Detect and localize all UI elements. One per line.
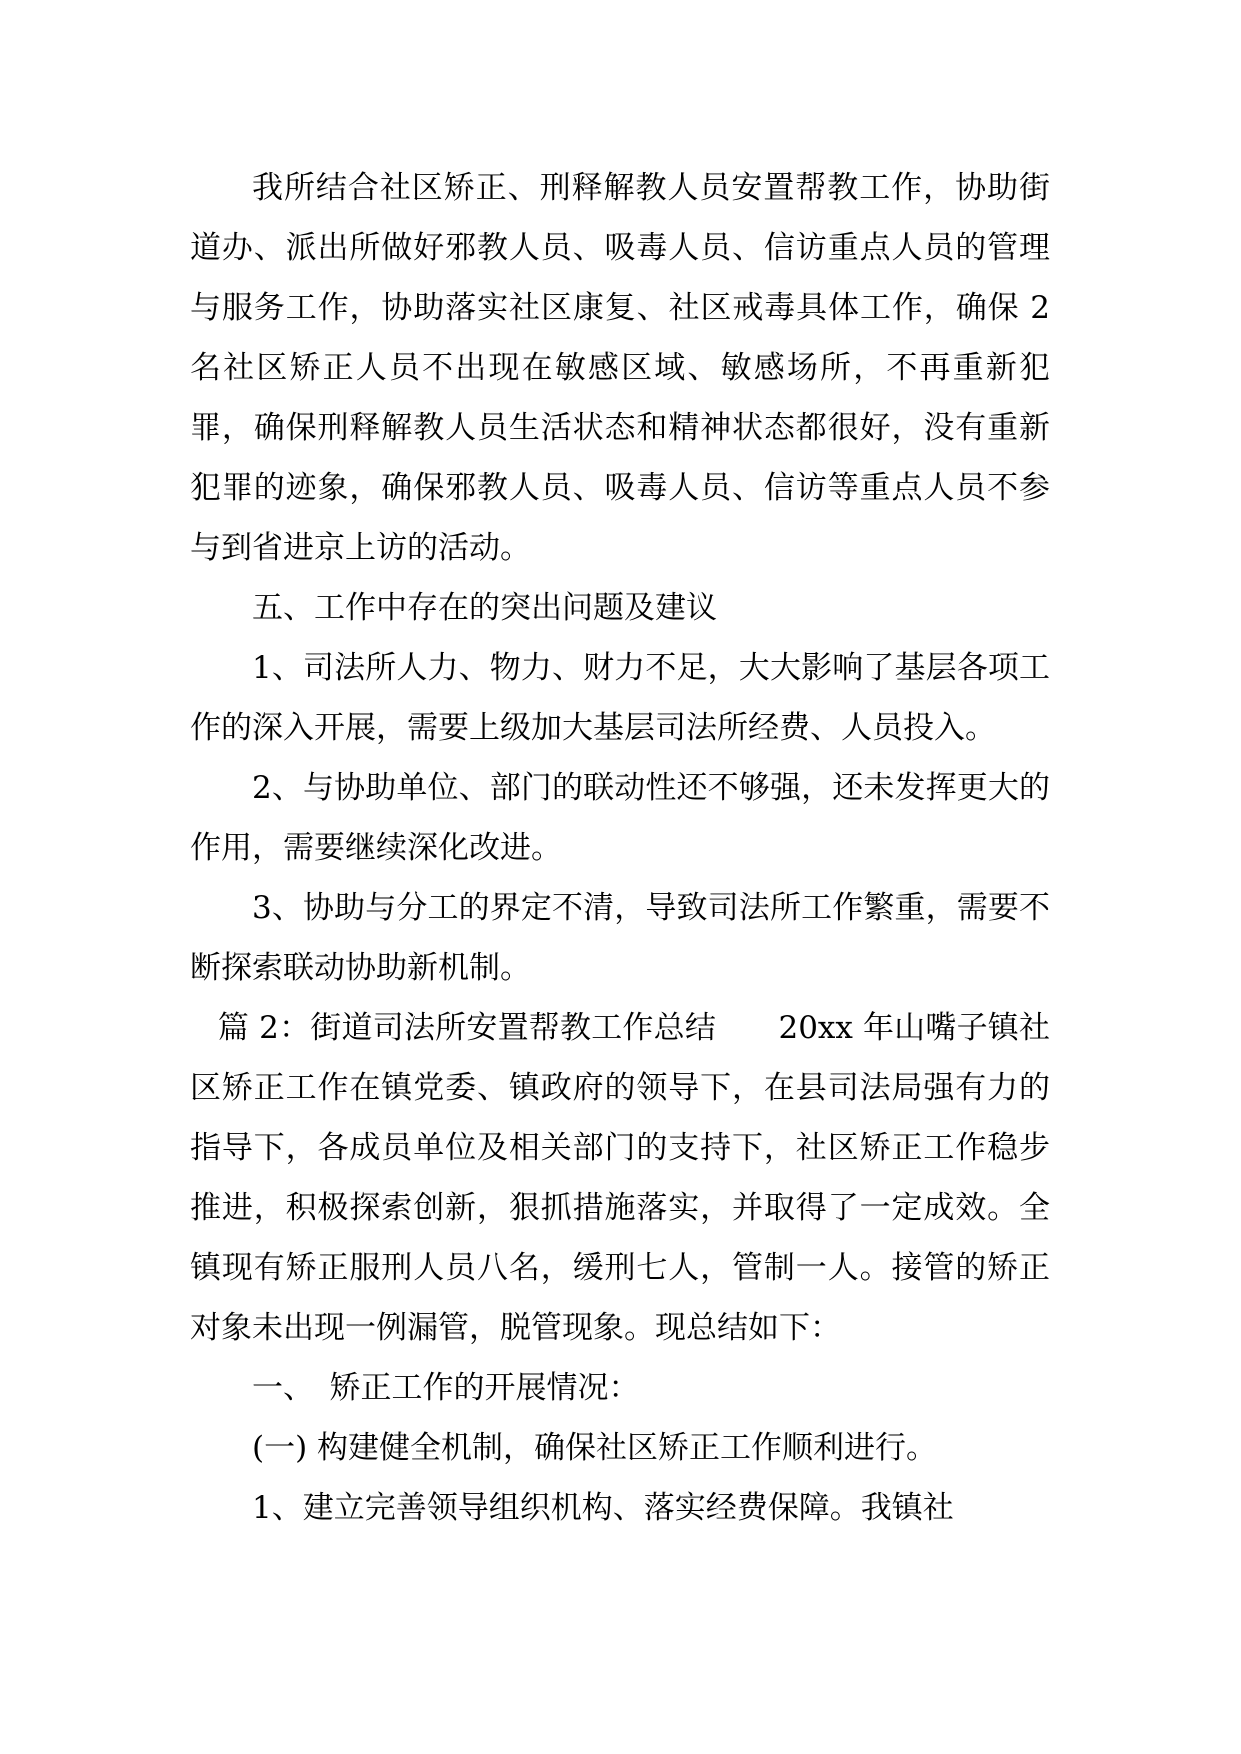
paragraph-item-3: 3、协助与分工的界定不清，导致司法所工作繁重，需要不断探索联动协助新机制。 [190,890,1050,986]
document-page [190,158,1050,1538]
paragraph-item-1: 1、司法所人力、物力、财力不足，大大影响了基层各项工作的深入开展，需要上级加大基层司法所经费、人员投入。 [190,650,1050,746]
subsection-heading-mechanism: (一) 构建健全机制，确保社区矫正工作顺利进行。 [252,1430,938,1466]
paragraph-organization: 1、建立完善领导组织机构、落实经费保障。我镇社 [252,1490,954,1526]
paragraph-community-correction: 我所结合社区矫正、刑释解教人员安置帮教工作，协助街道办、派出所做好邪教人员、吸毒人员、信访重点人员的管理与服务工作，协助落实社区康复、社区戒毒具体工作，确保 2 名社区矫正人员不出现在敏感区域、敏感场所，不再重新犯罪，确保刑释解教人员生活状态和精神状态都很好，没有重新犯罪的迹象，确保邪教人员、吸毒人员、信访等重点人员不参与到省进京上访的活动。 [190,170,1050,566]
paragraph-item-2: 2、与协助单位、部门的联动性还不够强，还未发挥更大的作用，需要继续深化改进。 [190,770,1050,866]
section-heading-progress: 一、 矫正工作的开展情况： [252,1370,640,1406]
section-heading-problems: 五、工作中存在的突出问题及建议 [252,590,717,626]
paragraph-chapter-2: 篇 2：街道司法所安置帮教工作总结 20xx 年山嘴子镇社区矫正工作在镇党委、镇政府的领导下，在县司法局强有力的指导下，各成员单位及相关部门的支持下，社区矫正工作稳步推进，积极探索创新，狠抓措施落实，并取得了一定成效。全镇现有矫正服刑人员八名，缓刑七人，管制一人。接管的矫正对象未出现一例漏管，脱管现象。现总结如下： [190,1010,1050,1346]
